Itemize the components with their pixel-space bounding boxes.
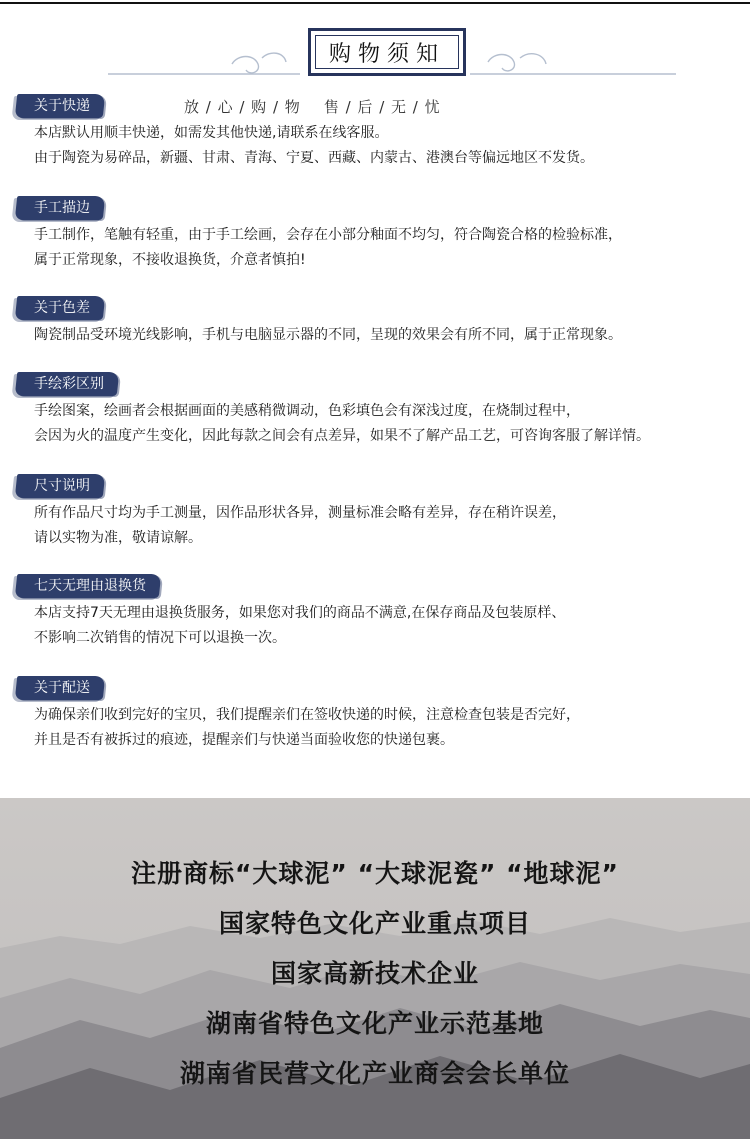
banner-line: 国家高新技术企业 (270, 959, 479, 988)
slogan: 放 / 心 / 购 / 物 售 / 后 / 无 / 忧 (184, 98, 441, 116)
section-tag: 关于色差 (15, 296, 106, 320)
section-returns (0, 574, 750, 654)
section-line: 本店支持7天无理由退换货服务，如果您对我们的商品不满意,在保存商品及包装原样、 (34, 605, 566, 621)
section-tag: 手绘彩区别 (15, 372, 120, 396)
section-line: 陶瓷制品受环境光线影响，手机与电脑显示器的不同，呈现的效果会有所不同，属于正常现象。 (34, 327, 622, 343)
banner-line: 湖南省特色文化产业示范基地 (205, 1009, 544, 1038)
section-color-difference (0, 296, 750, 352)
title-frame (308, 28, 466, 76)
section-tag: 尺寸说明 (15, 474, 106, 498)
credentials-banner (0, 798, 750, 1139)
section-size (0, 474, 750, 554)
section-line: 会因为火的温度产生变化，因此每款之间会有点差异，如果不了解产品工艺，可咨询客服了解详情。 (34, 428, 650, 444)
section-tag: 手工描边 (15, 196, 106, 220)
page-title: 购物须知 (328, 41, 445, 67)
section-line: 请以实物为准，敬请谅解。 (34, 530, 202, 546)
section-shipping (0, 94, 750, 174)
section-line: 手工制作，笔触有轻重，由于手工绘画，会存在小部分釉面不均匀，符合陶瓷合格的检验标准， (34, 227, 622, 243)
banner-line: 湖南省民营文化产业商会会长单位 (179, 1059, 570, 1088)
top-divider (0, 2, 750, 4)
banner-line: 注册商标“大球泥” “大球泥瓷” “地球泥” (131, 859, 619, 888)
section-line: 为确保亲们收到完好的宝贝，我们提醒亲们在签收快递的时候，注意检查包装是否完好， (34, 707, 580, 723)
section-hand-painted (0, 372, 750, 452)
section-line: 由于陶瓷为易碎品，新疆、甘肃、青海、宁夏、西藏、内蒙古、港澳台等偏远地区不发货。 (34, 150, 594, 166)
section-line: 并且是否有被拆过的痕迹，提醒亲们与快递当面验收您的快递包裹。 (34, 732, 454, 748)
section-line: 属于正常现象，不接收退换货，介意者慎拍! (34, 252, 306, 268)
section-hand-outline (0, 196, 750, 276)
section-tag: 关于快递 (15, 94, 106, 118)
section-line: 不影响二次销售的情况下可以退换一次。 (34, 630, 286, 646)
section-tag: 七天无理由退换货 (15, 574, 162, 598)
section-line: 手绘图案，绘画者会根据画面的美感稍微调动，色彩填色会有深浅过度，在烧制过程中， (34, 403, 580, 419)
banner-line: 国家特色文化产业重点项目 (218, 909, 531, 938)
section-line: 本店默认用顺丰快递，如需发其他快递,请联系在线客服。 (34, 125, 389, 141)
section-tag: 关于配送 (15, 676, 106, 700)
header (0, 18, 750, 88)
section-delivery (0, 676, 750, 756)
section-line: 所有作品尺寸均为手工测量，因作品形状各异，测量标准会略有差异，存在稍许误差， (34, 505, 566, 521)
